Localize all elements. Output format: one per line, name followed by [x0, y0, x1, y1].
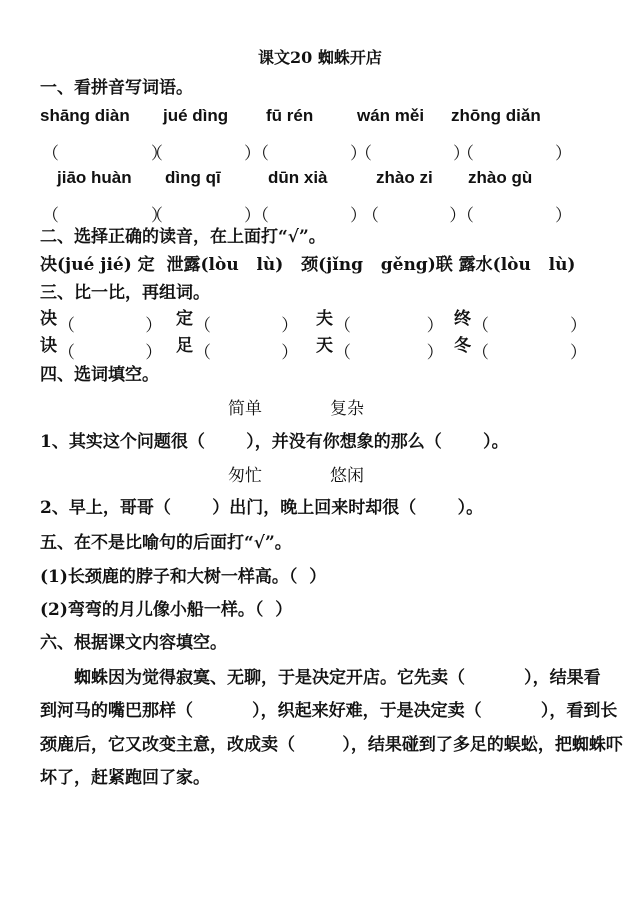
- passage-line: 颈鹿后，它又改变主意，改成卖（ ），结果碰到了多足的蜈蚣，把蜘蛛吓: [40, 735, 623, 755]
- answer-box[interactable]: （ ）: [146, 206, 262, 226]
- answer-box[interactable]: （ ）: [42, 144, 168, 164]
- page-title: 课文20 蜘蛛开店: [258, 48, 382, 67]
- section-1-heading: 一、看拼音写词语。: [40, 78, 193, 98]
- answer-box[interactable]: （ ）: [194, 316, 299, 336]
- compare-char: 夫: [316, 309, 333, 329]
- pinyin-9: zhào zi: [376, 168, 433, 187]
- section-5-heading: 五、在不是比喻句的后面打“√”。: [40, 533, 292, 553]
- section-3-heading: 三、比一比，再组词。: [40, 283, 210, 303]
- word-choice: 简单: [228, 399, 262, 419]
- answer-box[interactable]: （ ）: [472, 316, 588, 336]
- word-choice: 悠闲: [330, 466, 364, 486]
- word-choice: 复杂: [330, 399, 364, 419]
- compare-char: 定: [176, 309, 193, 329]
- answer-box[interactable]: （ ）: [42, 206, 168, 226]
- answer-box[interactable]: （ ）: [355, 144, 471, 164]
- compare-char: 决: [40, 309, 57, 329]
- answer-box[interactable]: （ ）: [58, 316, 163, 336]
- simile-item-1: (1)长颈鹿的脖子和大树一样高。（ ）: [40, 567, 327, 587]
- answer-box[interactable]: （ ）: [252, 206, 368, 226]
- compare-char: 足: [176, 336, 193, 356]
- pinyin-4: wán měi: [357, 106, 425, 125]
- answer-box[interactable]: （ ）: [194, 343, 299, 363]
- pinyin-7: dìng qī: [165, 168, 221, 187]
- simile-item-2: (2)弯弯的月儿像小船一样。（ ）: [40, 600, 293, 620]
- compare-char: 冬: [454, 336, 471, 356]
- compare-char: 终: [454, 309, 471, 329]
- answer-box[interactable]: （ ）: [362, 206, 467, 226]
- section-6-heading: 六、根据课文内容填空。: [40, 633, 227, 653]
- pinyin-5: zhōng diǎn: [451, 106, 541, 125]
- answer-box[interactable]: （ ）: [457, 144, 573, 164]
- word-choice: 匆忙: [228, 466, 262, 486]
- pinyin-8: dūn xià: [268, 168, 328, 187]
- answer-box[interactable]: （ ）: [58, 343, 163, 363]
- answer-box[interactable]: （ ）: [252, 144, 368, 164]
- section-4-heading: 四、选词填空。: [40, 365, 159, 385]
- answer-box[interactable]: （ ）: [146, 144, 262, 164]
- compare-char: 天: [316, 336, 333, 356]
- pinyin-6: jiāo huàn: [57, 168, 132, 187]
- passage-line: 蜘蛛因为觉得寂寞、无聊，于是决定开店。它先卖（ ），结果看: [74, 668, 601, 688]
- pronunciation-line: 决(jué jié) 定 泄露(lòu lù) 颈(jǐng gěng)联 露水(lòu lù): [40, 255, 576, 275]
- passage-line: 坏了，赶紧跑回了家。: [40, 768, 210, 788]
- pinyin-2: jué dìng: [163, 106, 229, 125]
- pinyin-10: zhào gù: [468, 168, 533, 187]
- fill-question-2: 2、早上，哥哥（ ）出门，晚上回来时却很（ ）。: [40, 498, 484, 518]
- pinyin-3: fū rén: [266, 106, 314, 125]
- answer-box[interactable]: （ ）: [457, 206, 573, 226]
- answer-box[interactable]: （ ）: [334, 316, 444, 336]
- fill-question-1: 1、其实这个问题很（ ），并没有你想象的那么（ ）。: [40, 432, 509, 452]
- compare-char: 诀: [40, 336, 57, 356]
- answer-box[interactable]: （ ）: [472, 343, 588, 363]
- answer-box[interactable]: （ ）: [334, 343, 444, 363]
- passage-line: 到河马的嘴巴那样（ ），织起来好难，于是决定卖（ ），看到长: [40, 701, 618, 721]
- section-2-heading: 二、选择正确的读音，在上面打“√”。: [40, 227, 326, 247]
- pinyin-1: shāng diàn: [40, 106, 130, 125]
